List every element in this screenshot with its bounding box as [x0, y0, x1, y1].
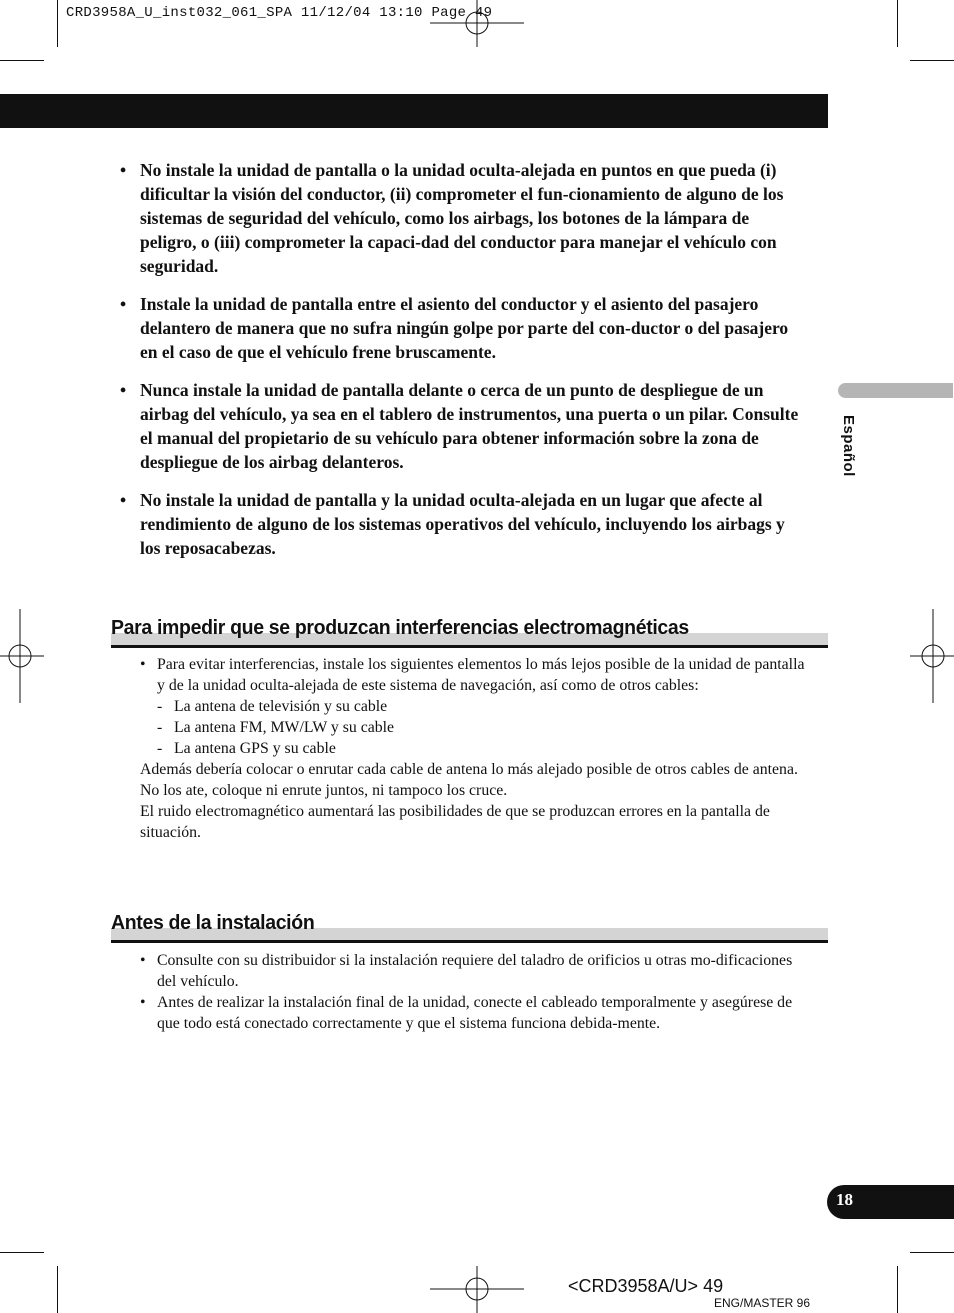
footer-master: ENG/MASTER 96 [714, 1296, 811, 1310]
list-item: • Consulte con su distribuidor si la instalación requiere del taladro de orificios u otras mo-dificaciones del vehículo. [140, 952, 793, 990]
footer-code: <CRD3958A/U> 49 [568, 1276, 724, 1296]
list-item: - La antena FM, MW/LW y su cable [157, 719, 395, 736]
list-item: • Para evitar interferencias, instale los siguientes elementos lo más lejos posible de la unidad de pantalla y de la unidad oculta-alejada de este sistema de navegación, así como de otros cables: [140, 656, 805, 694]
list-item: - La antena de televisión y su cable [157, 698, 388, 715]
page-number: 18 [836, 1190, 853, 1209]
warning-item: • No instale la unidad de pantalla o la unidad oculta-alejada en puntos en que pueda (i) dificultar la visión del conductor, (ii) comprometer el fun-cionamiento de alguno de los sistemas de seguridad del vehículo, como los airbags, los botones de la lámpara de peligro, o (iii) comprometer la capaci-dad del conductor para manejar el vehículo con seguridad. [120, 160, 784, 276]
before-installation-content [140, 950, 805, 1034]
print-slug: CRD3958A_U_inst032_061_SPA 11/12/04 13:10 Page 49 [66, 5, 493, 21]
section-title: Para impedir que se produzcan interferencias electromagnéticas [111, 616, 689, 639]
section-header-before-installation [111, 911, 828, 941]
list-item: • Antes de realizar la instalación final de la unidad, conecte el cableado temporalmente y asegúrese de que todo está conectado correctamente y que el sistema funciona debida-mente. [140, 994, 793, 1032]
warning-item: • Nunca instale la unidad de pantalla delante o cerca de un punto de despliegue de un airbag del vehículo, ya sea en el tablero de instrumentos, una puerta o un pilar. Consulte el manual del propietario de su vehículo para obtener información sobre la zona de despliegue de los airbag delanteros. [120, 380, 799, 472]
list-item: - La antena GPS y su cable [157, 740, 336, 757]
section-header-interference [111, 616, 828, 646]
paragraph: No los ate, coloque ni enrute juntos, ni tampoco los cruce. [140, 782, 508, 799]
interference-content [140, 654, 805, 843]
paragraph: El ruido electromagnético aumentará las posibilidades de que se produzcan errores en la pantalla de situación. [140, 803, 770, 841]
section-title: Antes de la instalación [111, 911, 315, 934]
side-tab-label: Español [840, 415, 857, 477]
side-tab-pill [838, 383, 953, 398]
warning-item: • Instale la unidad de pantalla entre el asiento del conductor y el asiento del pasajero delantero de manera que no sufra ningún golpe por parte del con-ductor o del pasajero en el caso de que el vehículo frene bruscamente. [120, 294, 789, 362]
paragraph: Además debería colocar o enrutar cada cable de antena lo más alejado posible de otros cables de antena. [140, 761, 798, 778]
warning-item: • No instale la unidad de pantalla y la unidad oculta-alejada en un lugar que afecte al rendimiento de alguno de los sistemas operativos del vehículo, incluyendo los airbags y los reposacabezas. [120, 490, 785, 558]
header-bar [0, 94, 828, 128]
warning-list [120, 158, 800, 574]
